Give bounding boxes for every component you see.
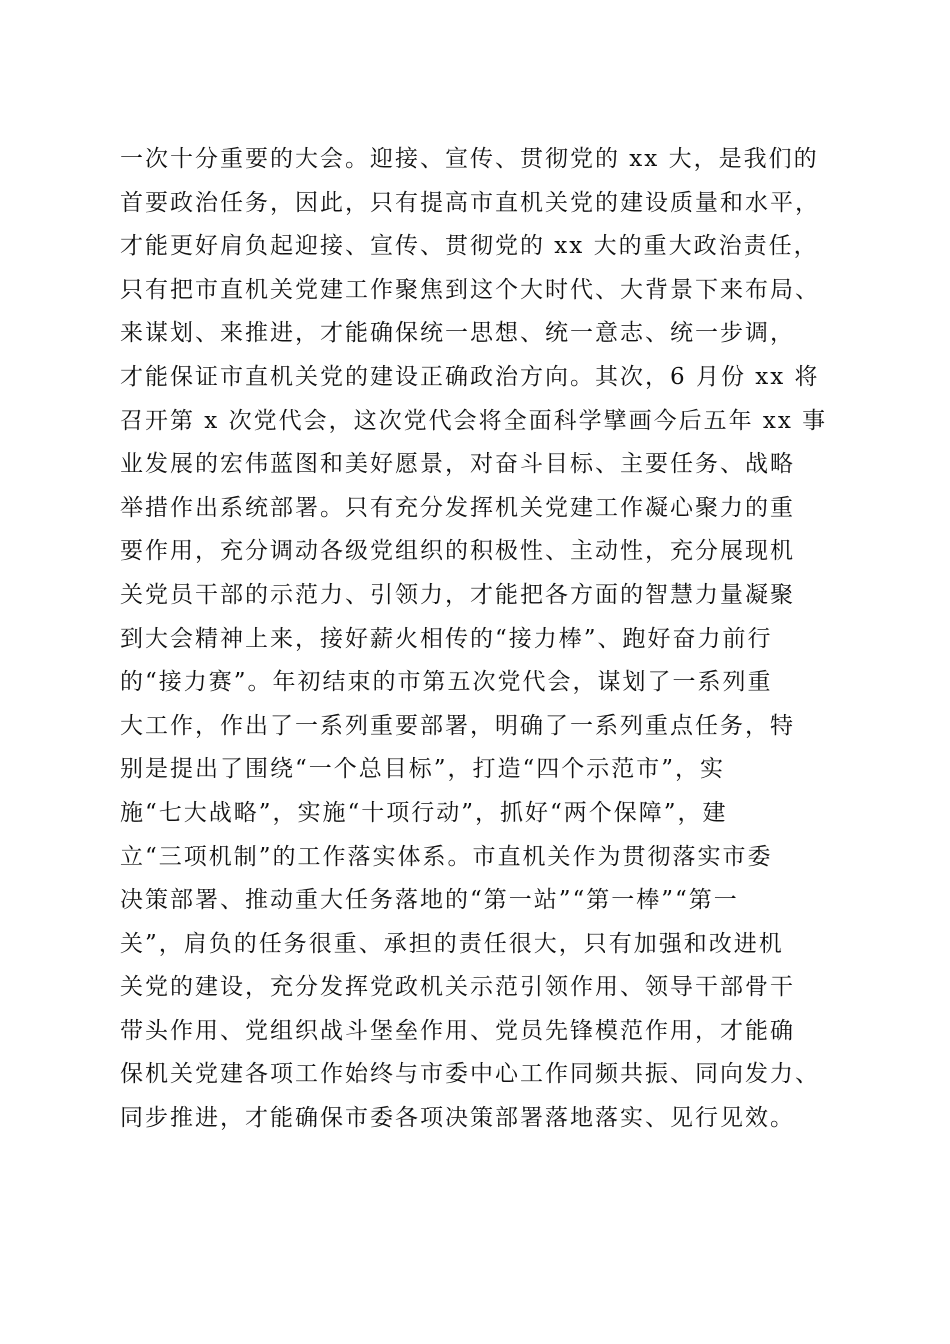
text-line-16: 施“七大战略”，实施“十项行动”，抓好“两个保障”，建 — [120, 799, 728, 826]
text-line-14: 大工作，作出了一系列重要部署，明确了一系列重点任务，特 — [120, 712, 795, 739]
text-line-19: 关”，肩负的任务很重、承担的责任很大，只有加强和改进机 — [120, 930, 784, 957]
text-line-9: 举措作出系统部署。只有充分发挥机关党建工作凝心聚力的重 — [120, 494, 795, 521]
text-line-6: 才能保证市直机关党的建设正确政治方向。其次，6 月份 xx 将 — [120, 363, 820, 390]
text-line-1: 一次十分重要的大会。迎接、宣传、贯彻党的 xx 大，是我们的 — [120, 146, 819, 172]
text-line-11: 关党员干部的示范力、引领力，才能把各方面的智慧力量凝聚 — [120, 581, 795, 608]
body-paragraph — [120, 138, 850, 1141]
text-line-8: 业发展的宏伟蓝图和美好愿景，对奋斗目标、主要任务、战略 — [120, 451, 795, 478]
text-line-5: 来谋划、来推进，才能确保统一思想、统一意志、统一步调， — [120, 320, 795, 347]
text-line-2: 首要政治任务，因此，只有提高市直机关党的建设质量和水平， — [120, 189, 820, 216]
text-line-22: 保机关党建各项工作始终与市委中心工作同频共振、同向发力、 — [120, 1061, 820, 1088]
text-line-13: 的“接力赛”。年初结束的市第五次党代会，谋划了一系列重 — [120, 669, 773, 696]
text-line-12: 到大会精神上来，接好薪火相传的“接力棒”、跑好奋力前行 — [120, 625, 773, 652]
text-line-18: 决策部署、推动重大任务落地的“第一站”“第一棒”“第一 — [120, 887, 739, 914]
text-line-7: 召开第 x 次党代会，这次党代会将全面科学擘画今后五年 xx 事 — [120, 407, 828, 434]
text-line-21: 带头作用、党组织战斗堡垒作用、党员先锋模范作用，才能确 — [120, 1017, 795, 1044]
text-line-23: 同步推进，才能确保市委各项决策部署落地落实、见行见效。 — [120, 1105, 795, 1132]
text-line-20: 关党的建设，充分发挥党政机关示范引领作用、领导干部骨干 — [120, 974, 795, 1001]
text-line-15: 别是提出了围绕“一个总目标”，打造“四个示范市”，实 — [120, 756, 726, 783]
text-line-17: 立“三项机制”的工作落实体系。市直机关作为贯彻落实市委 — [120, 843, 773, 870]
text-line-4: 只有把市直机关党建工作聚焦到这个大时代、大背景下来布局、 — [120, 276, 820, 303]
text-line-3: 才能更好肩负起迎接、宣传、贯彻党的 xx 大的重大政治责任， — [120, 233, 819, 260]
text-line-10: 要作用，充分调动各级党组织的积极性、主动性，充分展现机 — [120, 538, 795, 565]
